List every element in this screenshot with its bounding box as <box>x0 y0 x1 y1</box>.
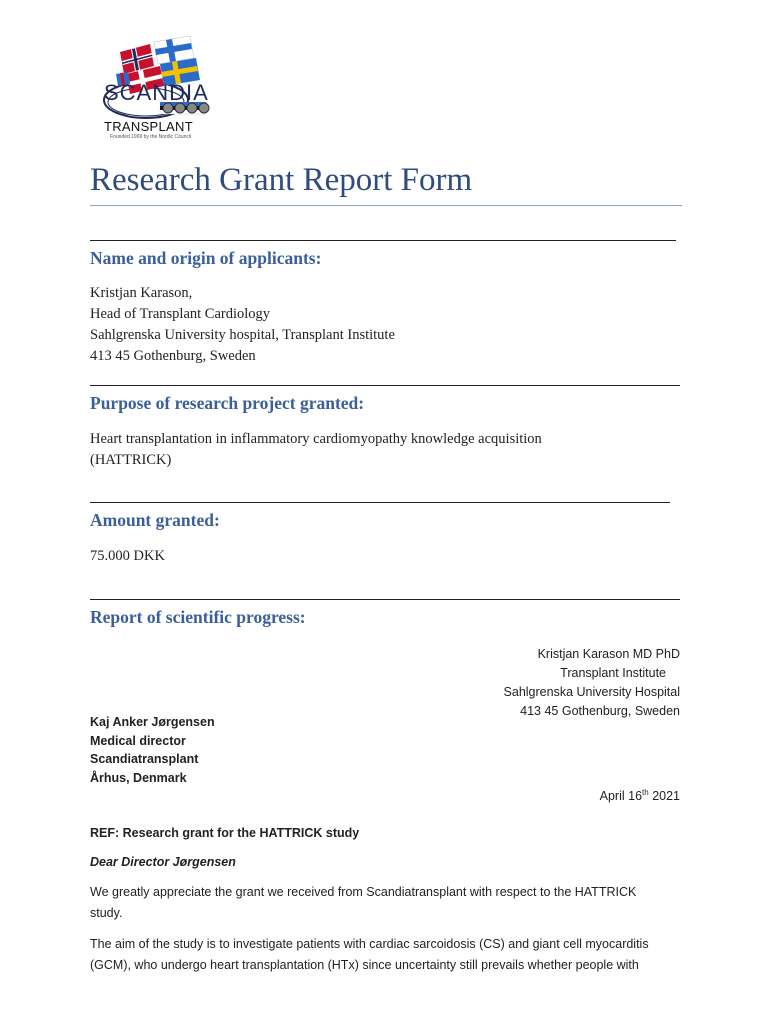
date-month-day: April 16 <box>599 789 643 804</box>
letter-date <box>600 788 680 803</box>
logo-transplant-text: TRANSPLANT <box>104 119 193 134</box>
applicants-block <box>90 283 395 367</box>
letter-paragraph <box>90 934 690 976</box>
sender-line: Kristjan Karason MD PhD <box>537 647 680 661</box>
amount-value <box>90 546 165 567</box>
date-year: 2021 <box>652 789 680 804</box>
purpose-line: (HATTRICK) <box>90 452 172 468</box>
paragraph-line: We greatly appreciate the grant we received from Scandiatransplant with respect to the HATTRICK <box>90 885 637 899</box>
form-title: Research Grant Report Form <box>90 162 473 198</box>
letter-ref: REF: Research grant for the HATTRICK study <box>90 826 360 840</box>
section-underline <box>90 385 680 386</box>
recipient-address <box>90 713 215 787</box>
section-underline <box>90 502 670 503</box>
logo-founded-text: Founded 1969 by the Nordic Council <box>110 134 192 140</box>
paragraph-line: study. <box>90 906 123 920</box>
applicants-heading: Name and origin of applicants: <box>90 248 322 268</box>
sender-line: Sahlgrenska University Hospital <box>503 685 680 699</box>
date-suffix: th <box>642 788 649 797</box>
applicant-line: 413 45 Gothenburg, Sweden <box>90 348 256 364</box>
sender-line: Transplant Institute <box>560 666 666 680</box>
purpose-line: Heart transplantation in inflammatory cardiomyopathy knowledge acquisition <box>90 431 542 447</box>
logo-scandia-text: SCANDIA <box>104 80 209 105</box>
purpose-heading: Purpose of research project granted: <box>90 393 365 413</box>
applicant-line: Kristjan Karason, <box>90 285 193 301</box>
recipient-line: Århus, Denmark <box>90 770 187 785</box>
amount-heading: Amount granted: <box>90 510 220 530</box>
letter-paragraph <box>90 882 690 924</box>
paragraph-line: The aim of the study is to investigate patients with cardiac sarcoidosis (CS) and giant cell myocarditis <box>90 937 649 951</box>
sender-address <box>504 645 680 721</box>
progress-heading: Report of scientific progress: <box>90 607 306 627</box>
recipient-line: Medical director <box>90 733 186 748</box>
section-underline <box>90 240 676 241</box>
section-underline <box>90 599 680 600</box>
letter-salutation: Dear Director Jørgensen <box>90 855 236 869</box>
recipient-line: Kaj Anker Jørgensen <box>90 715 215 729</box>
purpose-block <box>90 429 542 471</box>
sender-line: 413 45 Gothenburg, Sweden <box>520 704 680 718</box>
recipient-line: Scandiatransplant <box>90 752 199 766</box>
applicant-line: Sahlgrenska University hospital, Transplant Institute <box>90 327 395 343</box>
title-divider <box>90 205 682 206</box>
paragraph-line: (GCM), who undergo heart transplantation (HTx) since uncertainty still prevails whether people with <box>90 958 639 972</box>
applicant-line: Head of Transplant Cardiology <box>90 306 271 322</box>
amount-text: 75.000 DKK <box>90 548 165 564</box>
scandiatransplant-logo <box>98 30 230 142</box>
